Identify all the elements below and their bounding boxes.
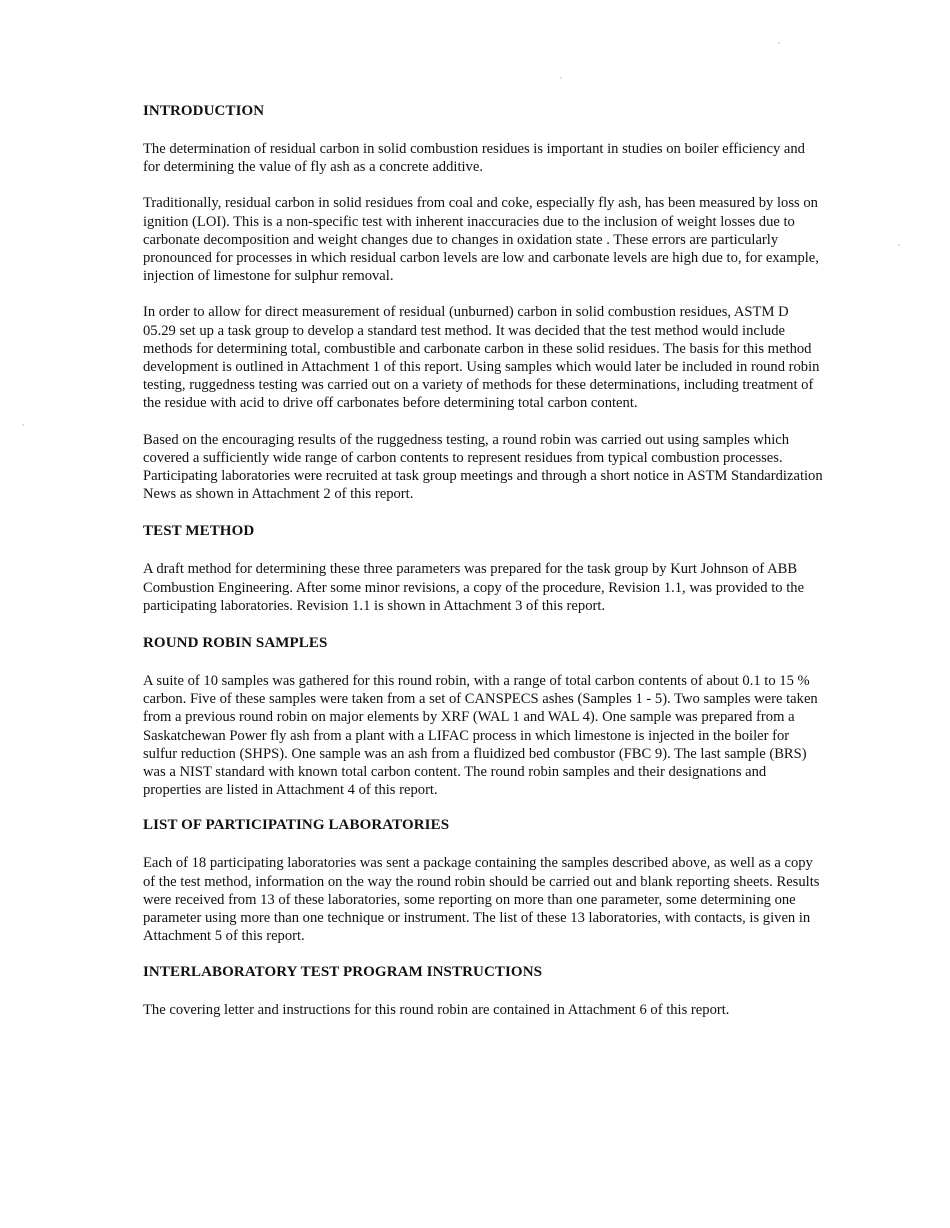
paragraph: The covering letter and instructions for this round robin are contained in Attachment 6 of this report. (143, 1001, 730, 1018)
section-heading: LIST OF PARTICIPATING LABORATORIES (143, 817, 450, 834)
section-heading: ROUND ROBIN SAMPLES (143, 635, 328, 652)
paragraph: A draft method for determining these three parameters was prepared for the task group by Kurt Johnson of ABB Combustion Engineering. After some minor revisions, a copy of the procedure, Revision 1.1, was provided to the participating laboratories. Revision 1.1 is shown in Attachment 3 of this report. (143, 561, 805, 614)
paragraph: Each of 18 participating laboratories was sent a package containing the samples described above, as well as a copy of the test method, information on the way the round robin should be carried out and blank reporting sheets. Results were received from 13 of these laboratories, some reporting on more than one parameter, some determining one parameter using more than one technique or instrument. The list of these 13 laboratories, with contacts, is given in Attachment 5 of this report. (143, 855, 820, 945)
paragraph: The determination of residual carbon in solid combustion residues is important in studies on boiler efficiency and for determining the value of fly ash as a concrete additive. (143, 141, 805, 176)
paragraph: Traditionally, residual carbon in solid residues from coal and coke, especially fly ash, has been measured by loss on ignition (LOI). This is a non-specific test with inherent inaccuracies due to the inclusion of weight losses due to carbonate decomposition and weight changes due to changes in oxidation state . These errors are particularly pronounced for processes in which residual carbon levels are low and carbonate levels are high due to, for example, injection of limestone for sulphur removal. (143, 195, 819, 285)
section-heading: INTERLABORATORY TEST PROGRAM INSTRUCTIONS (143, 963, 543, 980)
scan-speck (778, 42, 780, 44)
paragraph: Based on the encouraging results of the ruggedness testing, a round robin was carried out using samples which covered a sufficiently wide range of carbon contents to represent residues from typical combustion processes. Participating laboratories were recruited at task group meetings and through a short notice in ASTM Standardization News as shown in Attachment 2 of this report. (143, 431, 823, 503)
paragraph: In order to allow for direct measurement of residual (unburned) carbon in solid combustion residues, ASTM D 05.29 set up a task group to develop a standard test method. It was decided that the test method would include methods for determining total, combustible and carbonate carbon in these solid residues. The basis for this method development is outlined in Attachment 1 of this report. Using samples which would later be included in round robin testing, ruggedness testing was carried out on a variety of methods for these determinations, including treatment of the residue with acid to drive off carbonates before determining total carbon content. (143, 304, 820, 412)
scan-speck (898, 244, 900, 246)
scan-speck (560, 77, 562, 79)
section-participating-laboratories (143, 815, 823, 945)
paragraph: A suite of 10 samples was gathered for this round robin, with a range of total carbon contents of about 0.1 to 15 % carbon. Five of these samples were taken from a set of CANSPECS ashes (Samples 1 - 5). Two samples were taken from a previous round robin on major elements by XRF (WAL 1 and WAL 4). One sample was prepared from a Saskatchewan Power fly ash from a plant with a LIFAC process in which limestone is injected in the boiler for sulfur reduction (SHPS). One sample was an ash from a fluidized bed combustor (FBC 9). The last sample (BRS) was a NIST standard with known total carbon content. The round robin samples and their designations and properties are listed in Attachment 4 of this report. (143, 673, 818, 799)
section-test-method (143, 521, 823, 615)
section-test-program-instructions (143, 962, 823, 1019)
section-heading: TEST METHOD (143, 523, 255, 540)
section-round-robin-samples (143, 633, 823, 799)
section-introduction (143, 101, 823, 503)
section-heading: INTRODUCTION (143, 103, 265, 119)
scan-speck (22, 424, 24, 426)
document-body (143, 101, 823, 1037)
